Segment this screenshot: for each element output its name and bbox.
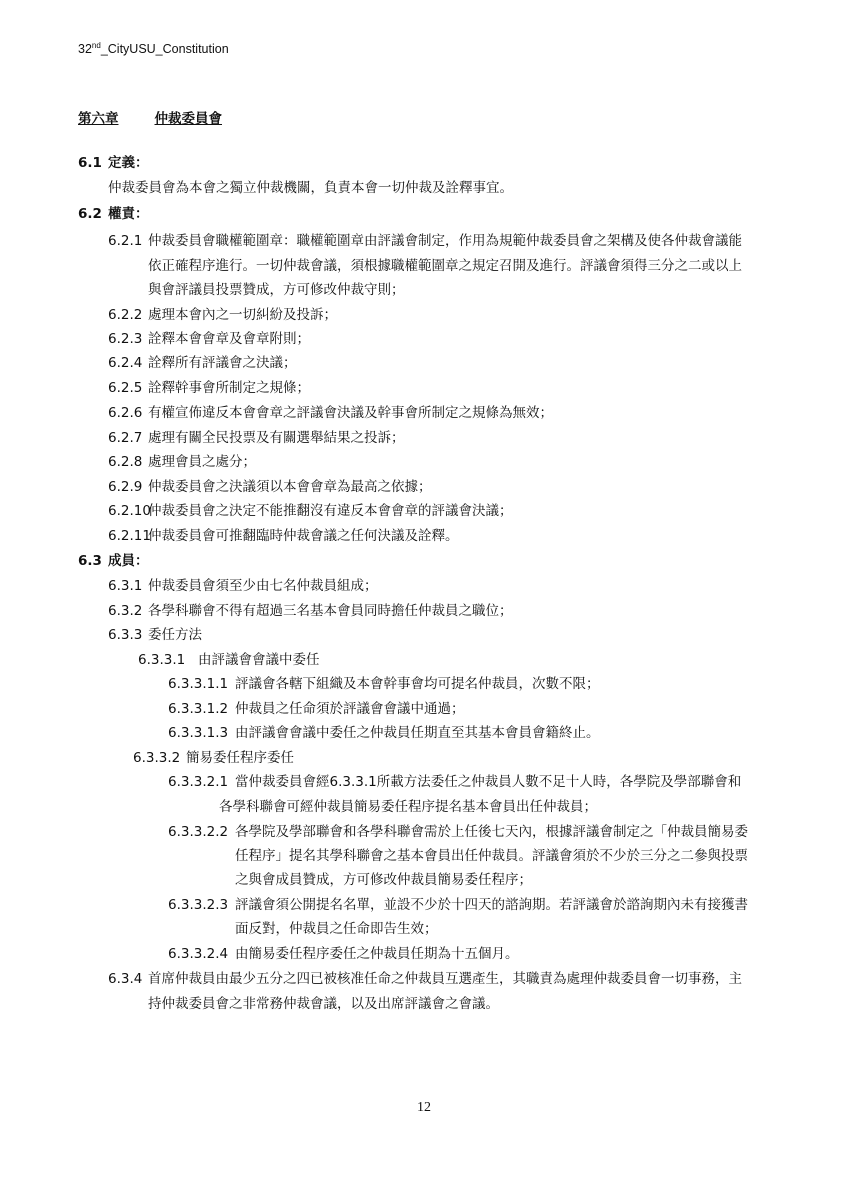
clause-6-2-11: 6.2.11仲裁委員會可推翻臨時仲裁會議之任何決議及詮釋。 xyxy=(108,528,459,544)
section-heading-6-2: 6.2 權責： xyxy=(78,206,149,222)
clause-6-3-1: 6.3.1 仲裁委員會須至少由七名仲裁員組成； xyxy=(108,578,378,594)
clause-6-2-1-line2: 依正確程序進行。一切仲裁會議，須根據職權範圍章之規定召開及進行。評議會須得三分之二或以上 xyxy=(148,258,742,274)
chapter-number: 第六章 xyxy=(78,111,119,127)
section-heading-6-1: 6.1 定義： xyxy=(78,155,149,171)
clause-6-3-3-2-2-line2: 任程序」提名其學科聯會之基本會員出任仲裁員。評議會須於不少於三分之二參與投票 xyxy=(235,848,748,864)
chapter-title: 仲裁委員會 xyxy=(154,111,222,127)
clause-6-2-1-line1: 6.2.1 仲裁委員會職權範圍章：職權範圍章由評議會制定，作用為規範仲裁委員會之架構及使各仲裁會議能 xyxy=(108,233,742,249)
section-body-6-1: 仲裁委員會為本會之獨立仲裁機關，負責本會一切仲裁及詮釋事宜。 xyxy=(108,180,513,196)
clause-6-2-10: 6.2.10仲裁委員會之決定不能推翻沒有違反本會會章的評議會決議； xyxy=(108,503,513,519)
clause-6-3-3-2-2-line1: 6.3.3.2.2 各學院及學部聯會和各學科聯會需於上任後七天內，根據評議會制定之「仲裁員簡易委 xyxy=(168,824,748,840)
clause-6-3-3-2-1-line1: 6.3.3.2.1 當仲裁委員會經6.3.3.1所載方法委任之仲裁員人數不足十人時，各學院及學部聯會和 xyxy=(168,774,742,790)
section-heading-6-3: 6.3 成員： xyxy=(78,553,149,569)
clause-6-2-6: 6.2.6 有權宣佈違反本會會章之評議會決議及幹事會所制定之規條為無效； xyxy=(108,405,553,421)
clause-6-3-3-1-2: 6.3.3.1.2 仲裁員之任命須於評議會會議中通過； xyxy=(168,701,465,717)
clause-6-3-4-line1: 6.3.4 首席仲裁員由最少五分之四已被核准任命之仲裁員互選產生，其職責為處理仲裁委員會一切事務，主 xyxy=(108,971,742,987)
clause-6-2-5: 6.2.5 詮釋幹事會所制定之規條； xyxy=(108,380,310,396)
clause-6-3-4-line2: 持仲裁委員會之非常務仲裁會議，以及出席評議會之會議。 xyxy=(148,996,499,1012)
page-number: 12 xyxy=(417,1100,431,1115)
chapter-heading xyxy=(78,107,222,127)
header-title: _CityUSU_Constitution xyxy=(100,42,229,56)
clause-6-3-3: 6.3.3 委任方法 xyxy=(108,627,202,643)
clause-6-3-3-2: 6.3.3.2 簡易委任程序委任 xyxy=(133,750,294,766)
clause-6-3-3-2-3-line1: 6.3.3.2.3 評議會須公開提名名單，並設不少於十四天的諮詢期。若評議會於諮詢期內未有接獲書 xyxy=(168,897,748,913)
clause-6-2-9: 6.2.9 仲裁委員會之決議須以本會會章為最高之依據； xyxy=(108,479,432,495)
clause-6-2-3: 6.2.3 詮釋本會會章及會章附則； xyxy=(108,331,310,347)
header-superscript: nd xyxy=(91,41,101,50)
document-header xyxy=(78,41,229,56)
clause-6-3-3-2-3-line2: 面反對，仲裁員之任命即告生效； xyxy=(235,921,438,937)
clause-6-2-7: 6.2.7 處理有關全民投票及有關選舉結果之投訴； xyxy=(108,430,405,446)
clause-6-3-3-2-1-line2: 各學科聯會可經仲裁員簡易委任程序提名基本會員出任仲裁員； xyxy=(219,799,597,815)
header-number: 32 xyxy=(78,42,92,56)
clause-6-2-1-line3: 與會評議員投票贊成，方可修改仲裁守則； xyxy=(148,282,405,298)
clause-6-3-3-2-4: 6.3.3.2.4 由簡易委任程序委任之仲裁員任期為十五個月。 xyxy=(168,946,519,962)
clause-6-2-2: 6.2.2 處理本會內之一切糾紛及投訴； xyxy=(108,307,337,323)
clause-6-2-4: 6.2.4 詮釋所有評議會之決議； xyxy=(108,355,297,371)
clause-6-3-3-1: 6.3.3.1 由評議會會議中委任 xyxy=(138,652,320,668)
clause-6-3-3-1-1: 6.3.3.1.1 評議會各轄下組織及本會幹事會均可提名仲裁員，次數不限； xyxy=(168,676,600,692)
clause-6-3-3-2-2-line3: 之與會成員贊成，方可修改仲裁員簡易委任程序； xyxy=(235,872,532,888)
clause-6-2-8: 6.2.8 處理會員之處分； xyxy=(108,454,256,470)
clause-6-3-2: 6.3.2 各學科聯會不得有超過三名基本會員同時擔任仲裁員之職位； xyxy=(108,603,513,619)
clause-6-3-3-1-3: 6.3.3.1.3 由評議會會議中委任之仲裁員任期直至其基本會員會籍終止。 xyxy=(168,725,600,741)
